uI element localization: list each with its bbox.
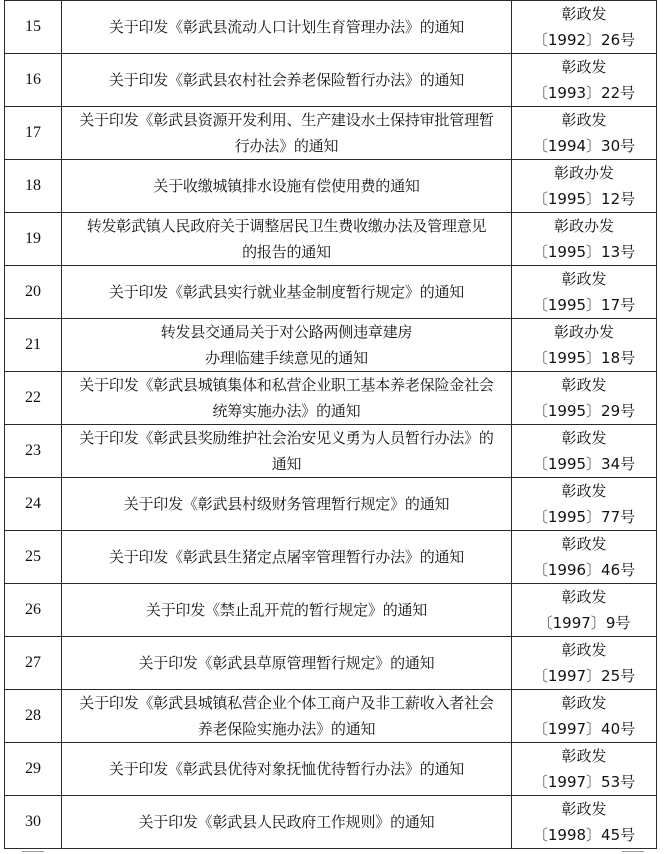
document-table xyxy=(4,0,657,849)
document-title-line: 的报告的通知 xyxy=(242,243,331,261)
table-row xyxy=(5,213,657,266)
document-issuer: 彰政发 xyxy=(561,482,607,500)
document-title-line: 统筹实施办法》的通知 xyxy=(212,402,361,420)
table-row xyxy=(5,319,657,372)
document-title-line: 关于印发《彰武县城镇集体和私营企业职工基本养老保险金社会 xyxy=(79,376,494,394)
document-number xyxy=(512,584,657,637)
row-number: 15 xyxy=(5,1,62,54)
document-number xyxy=(512,160,657,213)
document-title-line: 办理临建手续意见的通知 xyxy=(205,349,368,367)
document-title-line: 关于印发《彰武县资源开发利用、生产建设水土保持审批管理暂 xyxy=(79,111,494,129)
document-number xyxy=(512,1,657,54)
row-number: 29 xyxy=(5,743,62,796)
table-row xyxy=(5,690,657,743)
document-year-number: 〔1995〕34号 xyxy=(532,455,636,473)
table-row xyxy=(5,478,657,531)
document-year-number: 〔1997〕9号 xyxy=(537,614,631,632)
document-issuer: 彰政发 xyxy=(561,588,607,606)
row-number: 25 xyxy=(5,531,62,584)
document-number xyxy=(512,107,657,160)
document-title-line: 关于印发《彰武县优待对象抚恤优待暂行办法》的通知 xyxy=(108,760,465,778)
document-title-line: 关于印发《彰武县村级财务管理暂行规定》的通知 xyxy=(123,495,450,513)
table-row xyxy=(5,160,657,213)
document-title xyxy=(62,1,512,54)
document-issuer: 彰政发 xyxy=(561,111,607,129)
row-number: 17 xyxy=(5,107,62,160)
footnote-mark-left xyxy=(22,851,44,852)
row-number: 21 xyxy=(5,319,62,372)
footnote-mark-right xyxy=(622,851,644,852)
row-number: 20 xyxy=(5,266,62,319)
table-row xyxy=(5,796,657,849)
document-title xyxy=(62,531,512,584)
document-issuer: 彰政办发 xyxy=(553,323,614,341)
document-title-line: 转发彰武镇人民政府关于调整居民卫生费收缴办法及管理意见 xyxy=(86,217,487,235)
document-title-line: 行办法》的通知 xyxy=(234,137,339,155)
table-row xyxy=(5,54,657,107)
document-issuer: 彰政发 xyxy=(561,429,607,447)
table-row xyxy=(5,637,657,690)
document-year-number: 〔1997〕25号 xyxy=(532,667,636,685)
document-issuer: 彰政发 xyxy=(561,270,607,288)
document-title-line: 关于印发《彰武县农村社会养老保险暂行办法》的通知 xyxy=(108,71,465,89)
document-issuer: 彰政办发 xyxy=(553,217,614,235)
document-issuer: 彰政发 xyxy=(561,376,607,394)
document-number xyxy=(512,54,657,107)
document-title-line: 关于印发《彰武县奖励维护社会治安见义勇为人员暂行办法》的 xyxy=(79,429,494,447)
document-title xyxy=(62,213,512,266)
document-year-number: 〔1995〕77号 xyxy=(532,508,636,526)
document-year-number: 〔1995〕18号 xyxy=(532,349,636,367)
document-table-body xyxy=(5,1,657,849)
row-number: 24 xyxy=(5,478,62,531)
document-issuer: 彰政发 xyxy=(561,535,607,553)
document-title-line: 关于印发《彰武县实行就业基金制度暂行规定》的通知 xyxy=(108,283,465,301)
document-issuer: 彰政办发 xyxy=(553,164,614,182)
document-title-line: 关于印发《彰武县城镇私营企业个体工商户及非工薪收入者社会 xyxy=(79,694,494,712)
document-year-number: 〔1997〕40号 xyxy=(532,720,636,738)
document-number xyxy=(512,531,657,584)
row-number: 18 xyxy=(5,160,62,213)
document-issuer: 彰政发 xyxy=(561,747,607,765)
document-title xyxy=(62,478,512,531)
document-title-line: 通知 xyxy=(271,455,302,473)
row-number: 22 xyxy=(5,372,62,425)
document-title-line: 关于印发《彰武县草原管理暂行规定》的通知 xyxy=(138,654,435,672)
document-year-number: 〔1996〕46号 xyxy=(532,561,636,579)
document-year-number: 〔1997〕53号 xyxy=(532,773,636,791)
document-issuer: 彰政发 xyxy=(561,58,607,76)
document-issuer: 彰政发 xyxy=(561,800,607,818)
table-row xyxy=(5,425,657,478)
document-issuer: 彰政发 xyxy=(561,641,607,659)
document-issuer: 彰政发 xyxy=(561,5,607,23)
row-number: 30 xyxy=(5,796,62,849)
table-row xyxy=(5,584,657,637)
document-number xyxy=(512,690,657,743)
document-title xyxy=(62,107,512,160)
document-number xyxy=(512,425,657,478)
document-title xyxy=(62,796,512,849)
table-row xyxy=(5,107,657,160)
document-issuer: 彰政发 xyxy=(561,694,607,712)
document-number xyxy=(512,796,657,849)
document-title-line: 养老保险实施办法》的通知 xyxy=(197,720,376,738)
row-number: 26 xyxy=(5,584,62,637)
document-title xyxy=(62,690,512,743)
document-number xyxy=(512,743,657,796)
table-row xyxy=(5,266,657,319)
document-number xyxy=(512,478,657,531)
document-number xyxy=(512,319,657,372)
document-title-line: 关于印发《彰武县人民政府工作规则》的通知 xyxy=(138,813,435,831)
document-title xyxy=(62,372,512,425)
document-title xyxy=(62,637,512,690)
document-title-line: 关于印发《彰武县流动人口计划生育管理办法》的通知 xyxy=(108,18,465,36)
document-number xyxy=(512,637,657,690)
document-year-number: 〔1995〕13号 xyxy=(532,243,636,261)
document-title xyxy=(62,266,512,319)
document-title xyxy=(62,54,512,107)
table-row xyxy=(5,372,657,425)
document-year-number: 〔1994〕30号 xyxy=(532,137,636,155)
row-number: 19 xyxy=(5,213,62,266)
table-row xyxy=(5,1,657,54)
document-year-number: 〔1995〕29号 xyxy=(532,402,636,420)
document-title xyxy=(62,160,512,213)
document-year-number: 〔1992〕26号 xyxy=(532,31,636,49)
document-title xyxy=(62,743,512,796)
document-title-line: 关于印发《彰武县生猪定点屠宰管理暂行办法》的通知 xyxy=(108,548,465,566)
document-year-number: 〔1998〕45号 xyxy=(532,826,636,844)
document-year-number: 〔1995〕12号 xyxy=(532,190,636,208)
table-row xyxy=(5,531,657,584)
row-number: 23 xyxy=(5,425,62,478)
table-row xyxy=(5,743,657,796)
document-title xyxy=(62,584,512,637)
document-number xyxy=(512,372,657,425)
document-title-line: 关于收缴城镇排水设施有偿使用费的通知 xyxy=(153,177,420,195)
document-title-line: 转发县交通局关于对公路两侧违章建房 xyxy=(160,323,413,341)
document-title-line: 关于印发《禁止乱开荒的暂行规定》的通知 xyxy=(145,601,428,619)
document-year-number: 〔1993〕22号 xyxy=(532,84,636,102)
document-title xyxy=(62,319,512,372)
document-number xyxy=(512,213,657,266)
row-number: 27 xyxy=(5,637,62,690)
row-number: 16 xyxy=(5,54,62,107)
document-year-number: 〔1995〕17号 xyxy=(532,296,636,314)
document-number xyxy=(512,266,657,319)
row-number: 28 xyxy=(5,690,62,743)
document-title xyxy=(62,425,512,478)
